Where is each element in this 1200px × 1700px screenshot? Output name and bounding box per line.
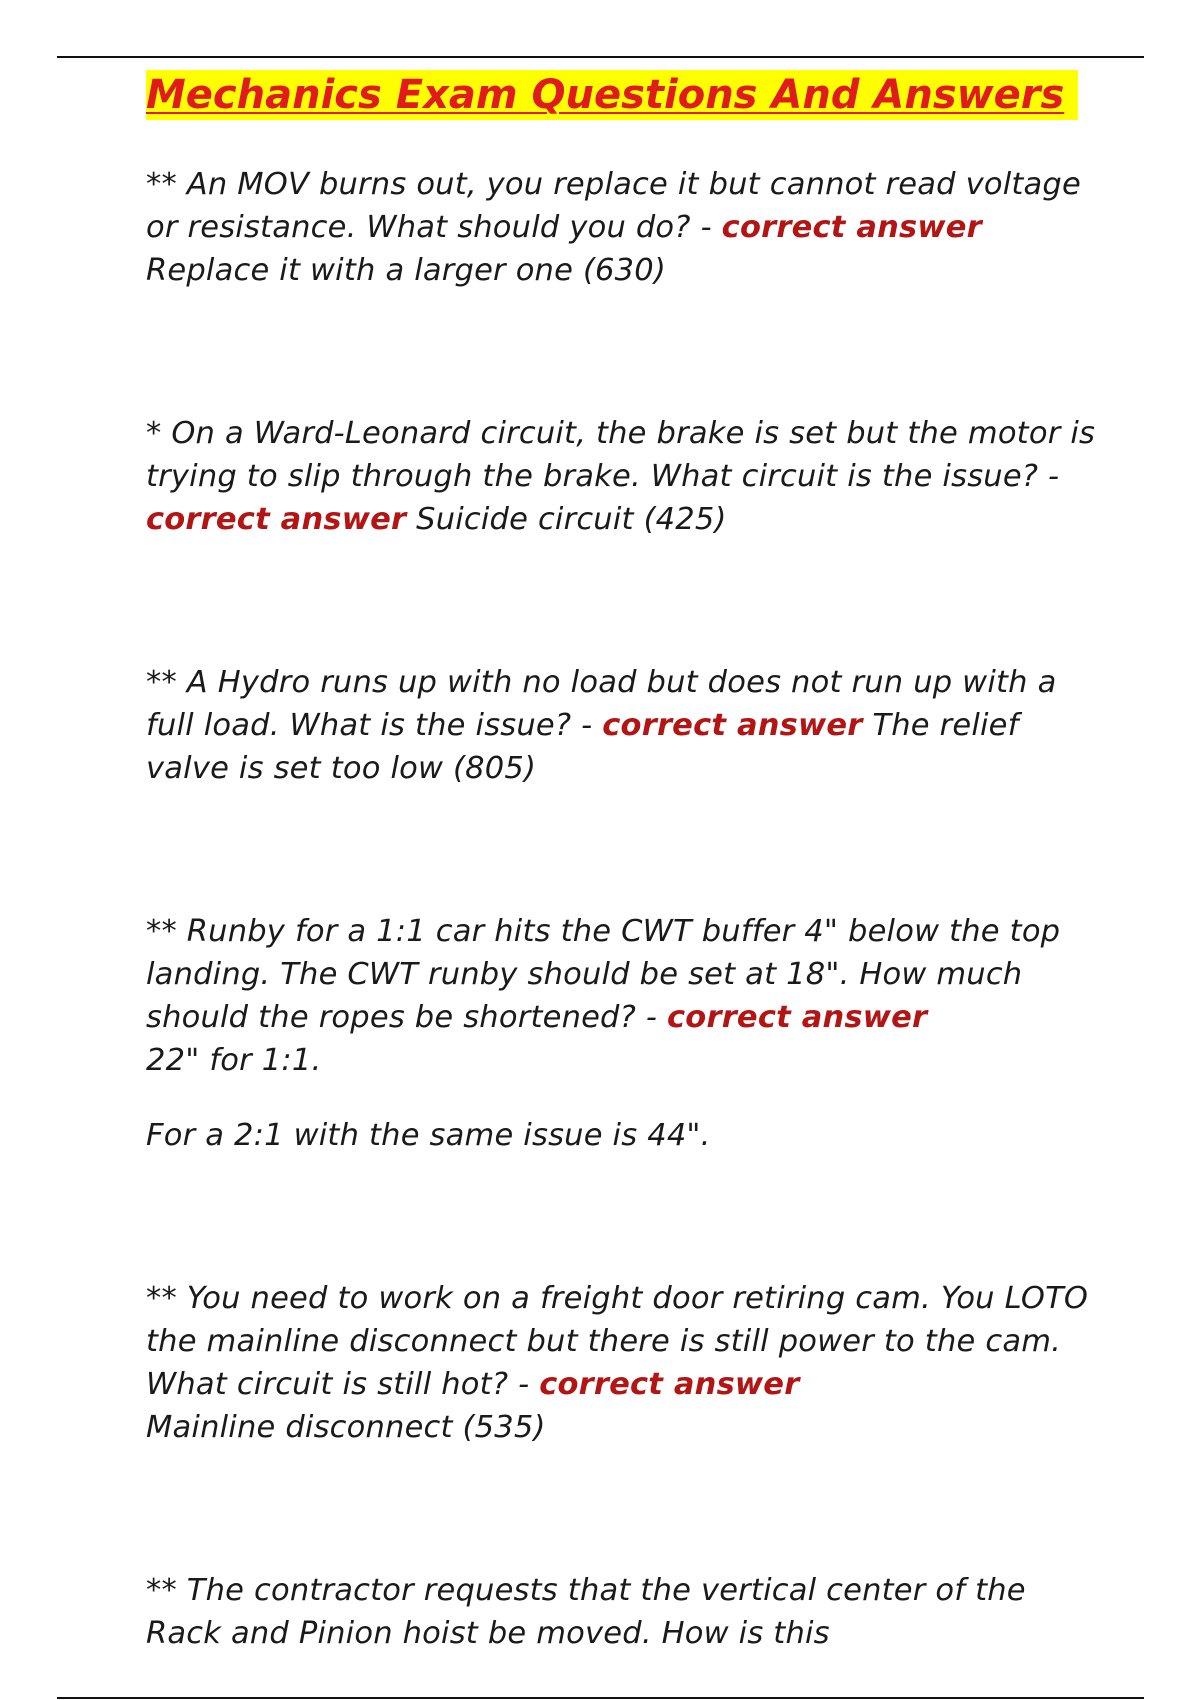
question-text: ** The contractor requests that the vertical center of the Rack and Pinion hoist be moved. How is this xyxy=(146,1573,1026,1651)
answer-label: correct answer xyxy=(602,708,863,743)
qa-item-6 xyxy=(146,1569,1096,1655)
answer-text: Suicide circuit (425) xyxy=(406,502,727,537)
answer-label: correct answer xyxy=(146,502,407,537)
document-title: Mechanics Exam Questions And Answers xyxy=(146,70,1078,120)
answer-text: 22" for 1:1. xyxy=(146,1043,322,1078)
answer-label: correct answer xyxy=(539,1367,800,1402)
question-text: ** A Hydro runs up with no load but does not run up with a full load. What is the issue? - xyxy=(146,665,1057,743)
answer-text: Replace it with a larger one (630) xyxy=(146,253,666,288)
qa-item-2 xyxy=(146,412,1096,541)
question-text: * On a Ward-Leonard circuit, the brake is set but the motor is trying to slip through the brake. What circuit is the issue? - xyxy=(146,416,1096,494)
top-rule xyxy=(57,56,1144,58)
question-text: ** You need to work on a freight door retiring cam. You LOTO the mainline disconnect but there is still power to the cam. What circuit is still hot? - xyxy=(146,1281,1089,1402)
answer-label: correct answer xyxy=(667,1000,928,1035)
qa-item-1 xyxy=(146,163,1096,292)
answer-text: The relief valve is set too low (805) xyxy=(146,708,1019,786)
question-text: ** An MOV burns out, you replace it but cannot read voltage or resistance. What should you do? - xyxy=(146,167,1081,245)
qa-item-5 xyxy=(146,1277,1096,1449)
question-text: ** Runby for a 1:1 car hits the CWT buffer 4" below the top landing. The CWT runby should be set at 18". How much should the ropes be shortened? - xyxy=(146,914,1061,1035)
document-body xyxy=(146,70,1096,1655)
answer-text: Mainline disconnect (535) xyxy=(146,1410,546,1445)
answer-label: correct answer xyxy=(721,210,982,245)
qa-item-3 xyxy=(146,661,1096,790)
answer-note: For a 2:1 with the same issue is 44". xyxy=(146,1118,711,1153)
bottom-rule xyxy=(57,1697,1144,1699)
qa-item-4 xyxy=(146,910,1096,1082)
